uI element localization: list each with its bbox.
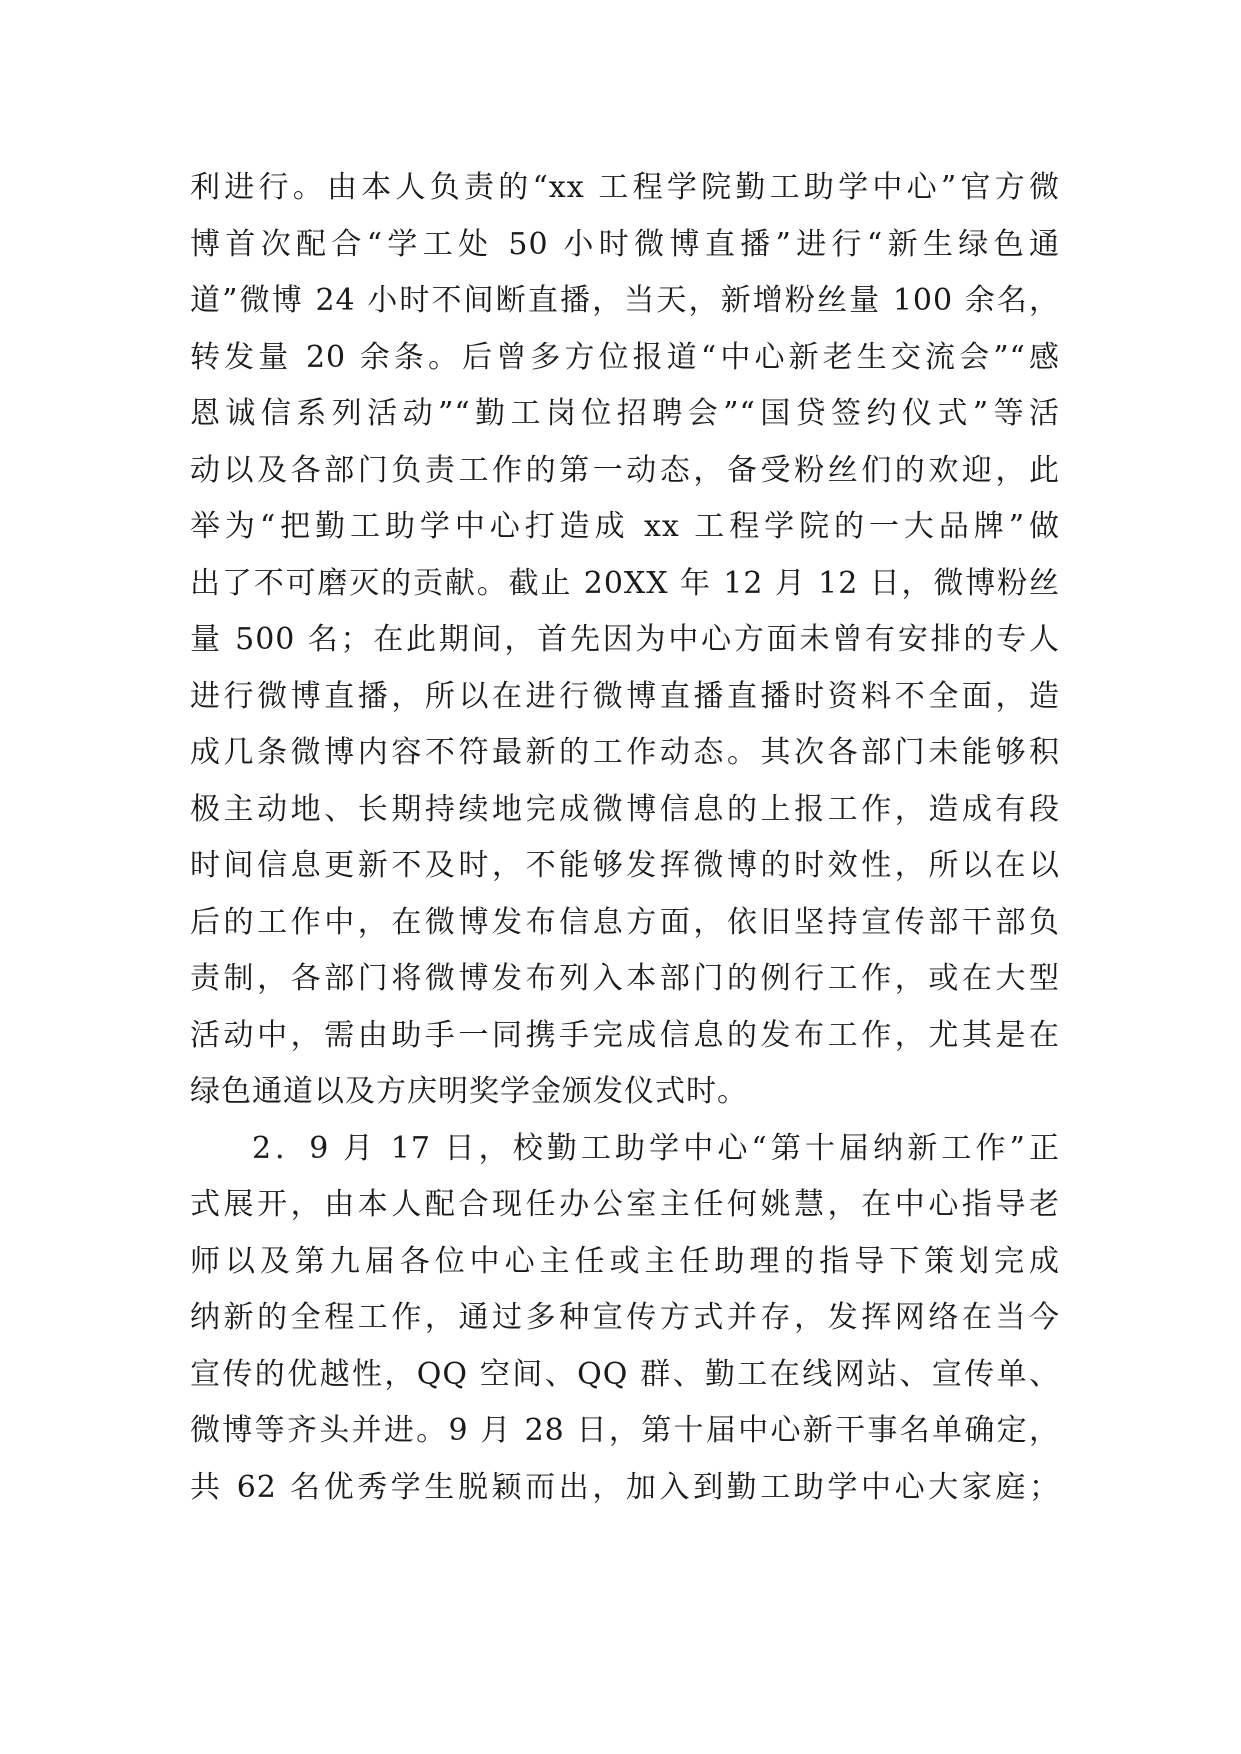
text-line: 极主动地、长期持续地完成微博信息的上报工作，造成有段 <box>190 791 1060 827</box>
text-line: 动以及各部门负责工作的第一动态，备受粉丝们的欢迎，此 <box>190 452 1060 488</box>
text-line: 道”微博 24 小时不间断直播，当天，新增粉丝量 100 余名， <box>190 283 1060 318</box>
text-line: 后的工作中，在微博发布信息方面，依旧坚持宣传部干部负 <box>190 904 1060 940</box>
text-line: 时间信息更新不及时，不能够发挥微博的时效性，所以在以 <box>190 848 1060 883</box>
text-line: 进行微博直播，所以在进行微博直播直播时资料不全面，造 <box>190 678 1060 714</box>
paragraph-recruitment <box>190 1121 1060 1517</box>
document-body <box>190 160 1060 1516</box>
text-line: 成几条微博内容不符最新的工作动态。其次各部门未能够积 <box>190 735 1060 770</box>
text-line: 纳新的全程工作，通过多种宣传方式并存，发挥网络在当今 <box>190 1300 1060 1335</box>
paragraph-weibo-report <box>190 160 1060 1121</box>
text-line: 2．9 月 17 日，校勤工助学中心“第十届纳新工作”正 <box>252 1130 1060 1166</box>
text-line: 出了不可磨灭的贡献。截止 20XX 年 12 月 12 日，微博粉丝 <box>190 565 1060 601</box>
text-line: 恩诚信系列活动”“勤工岗位招聘会”“国贷签约仪式”等活 <box>190 396 1060 431</box>
text-line: 利进行。由本人负责的“xx 工程学院勤工助学中心”官方微 <box>190 170 1060 205</box>
text-line: 绿色通道以及方庆明奖学金颁发仪式时。 <box>190 1074 748 1109</box>
text-line: 微博等齐头并进。9 月 28 日，第十届中心新干事名单确定， <box>190 1413 1060 1448</box>
text-line: 举为“把勤工助学中心打造成 xx 工程学院的一大品牌”做 <box>190 509 1060 544</box>
text-line: 师以及第九届各位中心主任或主任助理的指导下策划完成 <box>190 1243 1060 1279</box>
text-line: 活动中，需由助手一同携手完成信息的发布工作，尤其是在 <box>190 1017 1060 1053</box>
text-line: 共 62 名优秀学生脱颖而出，加入到勤工助学中心大家庭； <box>190 1469 1060 1505</box>
text-line: 转发量 20 余条。后曾多方位报道“中心新老生交流会”“感 <box>190 339 1060 375</box>
text-line: 量 500 名；在此期间，首先因为中心方面未曾有安排的专人 <box>190 622 1060 657</box>
text-line: 式展开，由本人配合现任办公室主任何姚慧，在中心指导老 <box>190 1187 1060 1222</box>
text-line: 责制，各部门将微博发布列入本部门的例行工作，或在大型 <box>190 961 1060 996</box>
text-line: 宣传的优越性，QQ 空间、QQ 群、勤工在线网站、宣传单、 <box>190 1356 1060 1392</box>
text-line: 博首次配合“学工处 50 小时微博直播”进行“新生绿色通 <box>190 226 1060 262</box>
